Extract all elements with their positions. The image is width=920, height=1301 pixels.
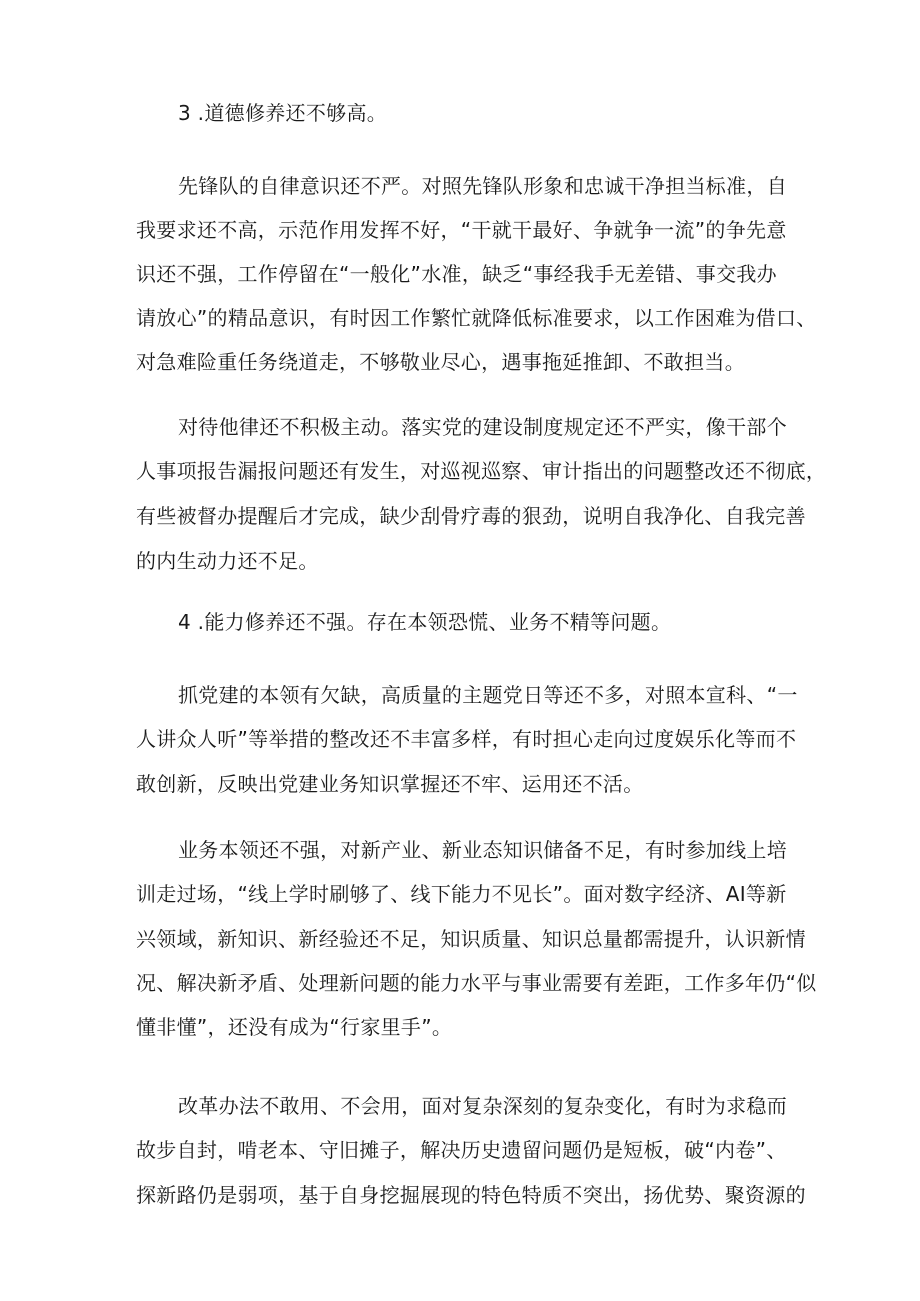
paragraph-line: 请放心”的精品意识，有时因工作繁忙就降低标准要求，以工作困难为借口、 (136, 306, 817, 330)
paragraph-line: 抓党建的本领有欠缺，高质量的主题党日等还不多，对照本宣科、“一 (178, 683, 798, 707)
paragraph-line: 人讲众人听”等举措的整改还不丰富多样，有时担心走向过度娱乐化等而不 (136, 727, 797, 751)
section-heading-3: 3 .道德修养还不够高。 (178, 101, 388, 125)
paragraph-line: 故步自封，啃老本、守旧摊子，解决历史遗留问题仍是短板，破“内卷”、 (136, 1138, 787, 1162)
paragraph-line: 识还不强，工作停留在“一般化”水准，缺乏“事经我手无差错、事交我办 (136, 262, 777, 286)
paragraph-line: 对待他律还不积极主动。落实党的建设制度规定还不严实，像干部个 (178, 415, 787, 439)
paragraph-line: 敢创新，反映出党建业务知识掌握还不牢、运用还不活。 (136, 772, 644, 796)
paragraph-line: 业务本领还不强，对新产业、新业态知识储备不足，有时参加线上培 (178, 838, 787, 862)
paragraph-line: 探新路仍是弱项，基于自身挖掘展现的特色特质不突出，扬优势、聚资源的 (136, 1183, 806, 1207)
paragraph-line: 有些被督办提醒后才完成，缺少刮骨疗毒的狠劲，说明自我净化、自我完善 (136, 504, 806, 528)
paragraph-line: 对急难险重任务绕道走，不够敬业尽心，遇事拖延推卸、不敢担当。 (136, 350, 745, 374)
paragraph-line: 的内生动力还不足。 (136, 549, 319, 573)
paragraph-line: 兴领域，新知识、新经验还不足，知识质量、知识总量都需提升，认识新情 (136, 927, 806, 951)
paragraph-line: 况、解决新矛盾、处理新问题的能力水平与事业需要有差距，工作多年仍“似 (136, 971, 817, 995)
paragraph-line: 我要求还不高，示范作用发挥不好，“干就干最好、争就争一流”的争先意 (136, 218, 787, 242)
paragraph-line: 改革办法不敢用、不会用，面对复杂深刻的复杂变化，有时为求稳而 (178, 1094, 787, 1118)
paragraph-line: 先锋队的自律意识还不严。对照先锋队形象和忠诚干净担当标准，自 (178, 174, 787, 198)
paragraph-line: 训走过场，“线上学时刷够了、线下能力不见长”。面对数字经济、AI等新 (136, 882, 787, 906)
paragraph-line: 人事项报告漏报问题还有发生，对巡视巡察、审计指出的问题整改还不彻底， (136, 459, 827, 483)
section-heading-4: 4 .能力修养还不强。存在本领恐慌、业务不精等问题。 (178, 610, 672, 634)
paragraph-line: 懂非懂”，还没有成为“行家里手”。 (136, 1015, 453, 1039)
